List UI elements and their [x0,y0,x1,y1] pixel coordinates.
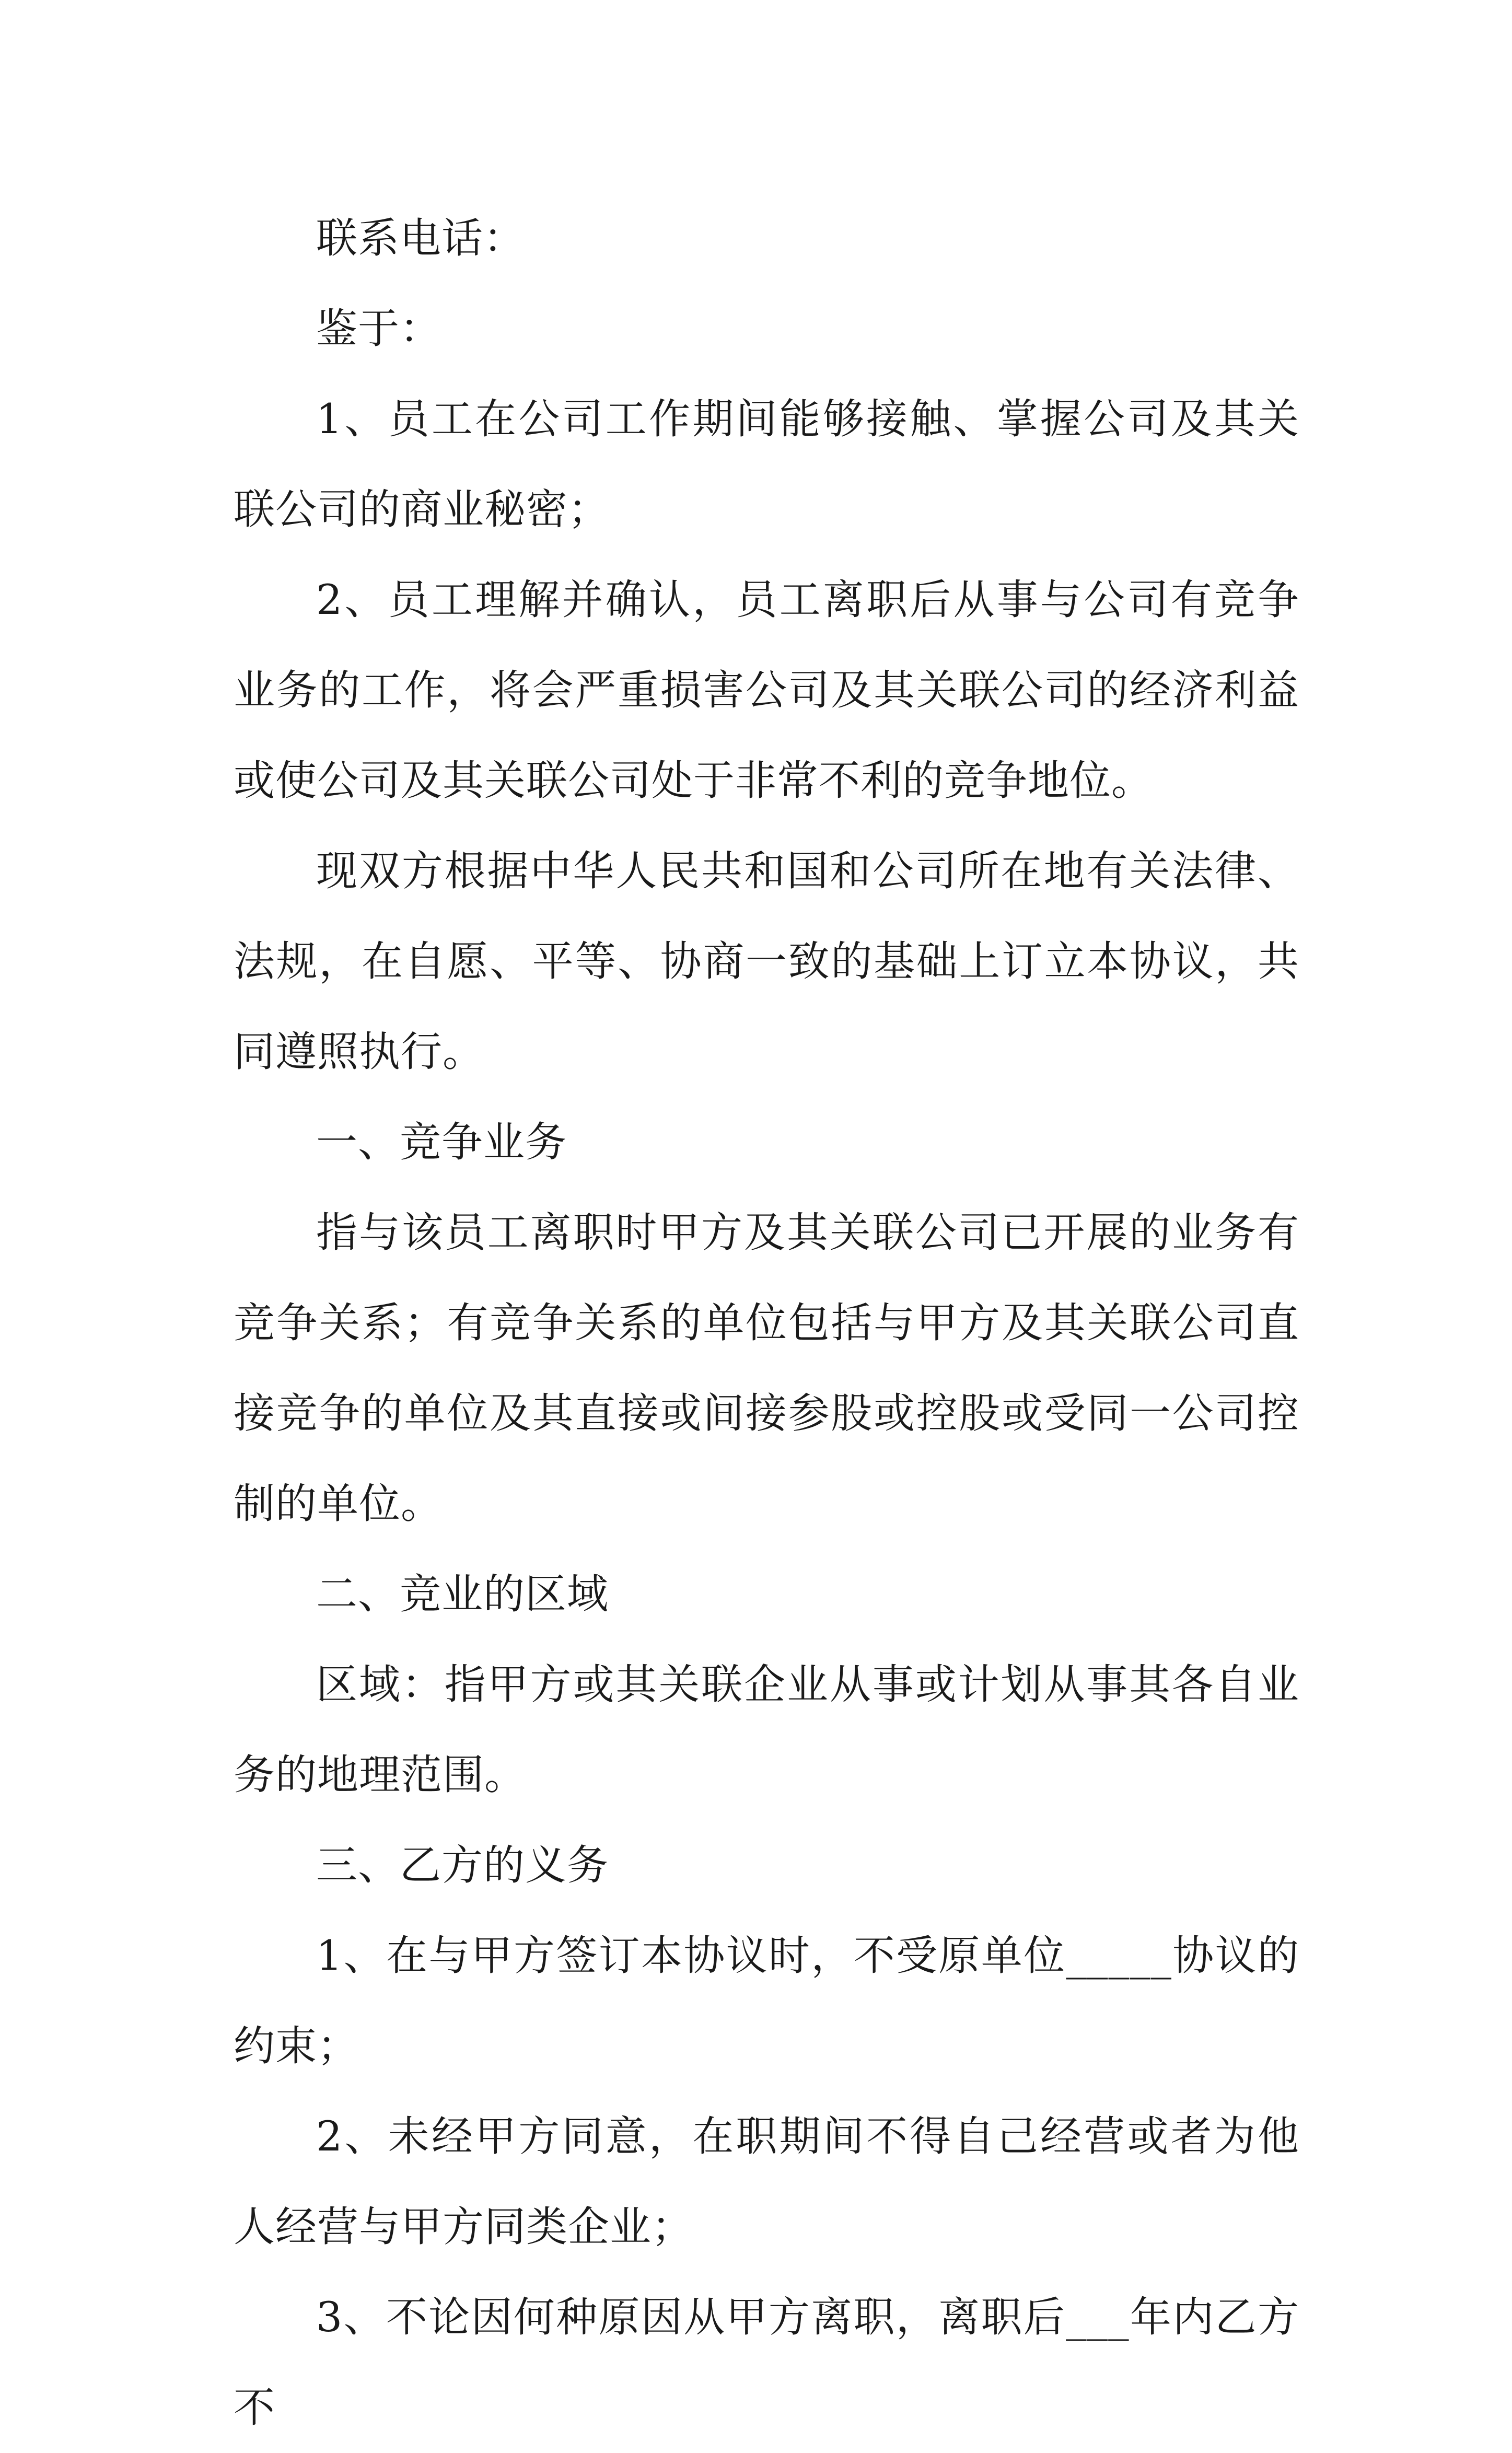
paragraph-obligation-1: 1、在与甲方签订本协议时，不受原单位_____协议的约束； [234,1932,1299,2070]
paragraph-whereas-1: 1、员工在公司工作期间能够接触、掌握公司及其关联公司的商业秘密； [234,395,1299,533]
section-heading-competitive-business: 一、竞争业务 [316,1118,567,1166]
section-heading-obligations: 三、乙方的义务 [316,1841,609,1889]
paragraph-obligation-2: 2、未经甲方同意，在职期间不得自己经营或者为他人经营与甲方同类企业； [234,2112,1299,2251]
paragraph-region: 区域：指甲方或其关联企业从事或计划从事其各自业务的地理范围。 [234,1660,1299,1799]
paragraph-competitive-business: 指与该员工离职时甲方及其关联公司已开展的业务有竞争关系；有竞争关系的单位包括与甲方及其关联公司直接竞争的单位及其直接或间接参股或控股或受同一公司控制的单位。 [234,1208,1299,1528]
paragraph-whereas: 鉴于： [316,305,441,353]
section-heading-region: 二、竞业的区域 [316,1570,609,1618]
paragraph-whereas-2: 2、员工理解并确认，员工离职后从事与公司有竞争业务的工作，将会严重损害公司及其关联公司的经济利益或使公司及其关联公司处于非常不利的竞争地位。 [234,576,1299,805]
paragraph-contact-phone: 联系电话： [316,214,525,262]
document-body [234,193,1299,2453]
paragraph-agreement-basis: 现双方根据中华人民共和国和公司所在地有关法律、法规，在自愿、平等、协商一致的基础上订立本协议，共同遵照执行。 [234,847,1299,1076]
paragraph-obligation-3: 3、不论因何种原因从甲方离职，离职后___年内乙方不 [234,2293,1299,2432]
